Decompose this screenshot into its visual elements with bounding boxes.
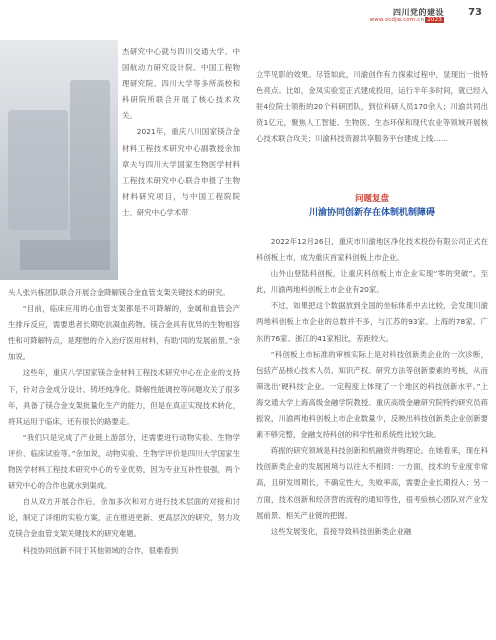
- right-top-text-column: [256, 67, 488, 147]
- paragraph: 立竿见影的效果。尽管如此，川渝创作有力探索过程中，显现出一批特色亮点。比如，金凤实验室正式建成投用，运行半年多时间，就已经入驻4位院士领衔的20个科研团队，到位科研人员170余人；川渝共同出资1亿元，聚焦人工智能、生物医、生态环保和现代农业等领域开展核心技术联合攻关；川渝科技资源共享服务平台建成上线……: [256, 70, 488, 144]
- paragraph: “科创板上市标准的审核实际上是对科技创新类企业的一次诊断，包括产品核心技术人员、知识产权、研究方法等创新要素的考核，从而筛选出‘硬科技’企业。一定程度上体现了一个地区的科技创新水平。”上海交通大学上海高级金融学院教授、重庆高级金融研究院特约研究员蒋振说，川渝两地科创板上市企业数量少，反映出科技创新类企业创新要素不够完整，金融支持科创的科学性和系统性比较欠缺。: [256, 349, 488, 440]
- section-subtitle: 问题复盘: [354, 194, 389, 204]
- paragraph: “目前，临床应用的心血管支架都是不可降解的，金属和血管会产生排斥反应，需要患者长期吃抗凝血药物。镁合金具有优异的生物相容性和可降解特点，是理想的介入治疗医用材料，有助‘同的发展前景。”余加说。: [8, 304, 240, 362]
- left-text-column: [8, 285, 240, 559]
- page-header: [288, 4, 488, 26]
- year-badge: 2023: [427, 17, 442, 23]
- paragraph: 科技协同创新不同于其他领域的合作，很难看到: [22, 545, 179, 555]
- page-number: 73: [468, 7, 482, 18]
- photo-equipment-shape: [8, 110, 68, 230]
- photo-bench-shape: [20, 240, 110, 270]
- paragraph: 2022年12月26日，重庆市川渝地区净化技术投份有限公司正式在科创板上市，成为重庆首家科创板上市企业。: [256, 237, 488, 263]
- paragraph: 2021年，重庆八川国家镁合金材料工程技术研究中心副教授余加章夫与四川大学国家生物医学材料工程技术研究中心联合申报了生物材料研究项目，与中国工程院院士、研究中心学术带: [122, 127, 240, 217]
- section-title: 川渝协同创新存在体制机制障碍: [308, 208, 435, 218]
- magazine-url: [370, 17, 444, 23]
- magazine-brand: 四川党的建设: [393, 8, 444, 17]
- paragraph: 不过，如果把这个数据放到全国的坐标体系中去比较，会发现川渝两地科创板上市企业的总数并不多，与江苏的93家、上海的78家、广东的76家、浙江的41家相比，差距较大。: [256, 301, 488, 343]
- paragraph: 这些发展变化，直接导致科技创新类企业融: [270, 526, 412, 536]
- magazine-url-text: www.scdjw.com.cn: [369, 17, 425, 23]
- paragraph: 自从双方开展合作后，余加多次和对方进行技术层面的对接和讨论，制定了详细的实验方案，正在推进更新、更高层次的研究，努力攻克镁合金血管支架关键技术的研究难题。: [8, 497, 240, 539]
- paragraph: 山外山登陆科创板，让重庆科创板上市企业实现“零的突破”。至此，川渝两地科创板上市企业有20家。: [256, 269, 488, 295]
- section-heading: [256, 192, 488, 220]
- paragraph: 这些年，重庆八学国家镁合金材料工程技术研究中心在企业的支持下，针对合金成分设计、铸坯纯净化、降解性能调控等问题攻关了很多年，具备了镁合金支架批量化生产的能力，但是在真正实现技术转化，将其运用于临床，还有很长的路要走。: [8, 368, 240, 426]
- paragraph: 头人张兴栋团队联合开展合金降解镁合金血管支架关键技术的研究。: [8, 288, 230, 297]
- paragraph: 蒋振的研究领域是科技创新和机融资并购理论。在她看来，现在科技创新类企业的发展困境与以往大不相同：一方面，技术的专业度非常高，且研发周期长，不确定性大，失败率高，需要企业长期投入；另一方面，技术创新和经济营的流程的通知等性，很考验核心团队对产业发展前景、相关产业链的把握。: [256, 446, 488, 520]
- narrow-text-column: [122, 44, 240, 221]
- paragraph: 杰研究中心就与四川交通大学、中国航动力研究设计院、中国工程物理研究院、四川大学等多所高校和科研院所联合开展了核心技术攻关。: [122, 47, 240, 121]
- photo-equipment-shape: [70, 80, 110, 240]
- right-bottom-text-column: [256, 234, 488, 540]
- paragraph: “我们只是完成了产业链上游部分，还需要进行动物实验、生物学评价、临床试验等。”余加说，动物实验、生物学评价是四川大学国家生物医学材料工程技术研究中心的专业优势，因为专业互补性很强，两个研究中心的合作也就水到渠成。: [8, 432, 240, 491]
- laboratory-photo: [0, 40, 118, 280]
